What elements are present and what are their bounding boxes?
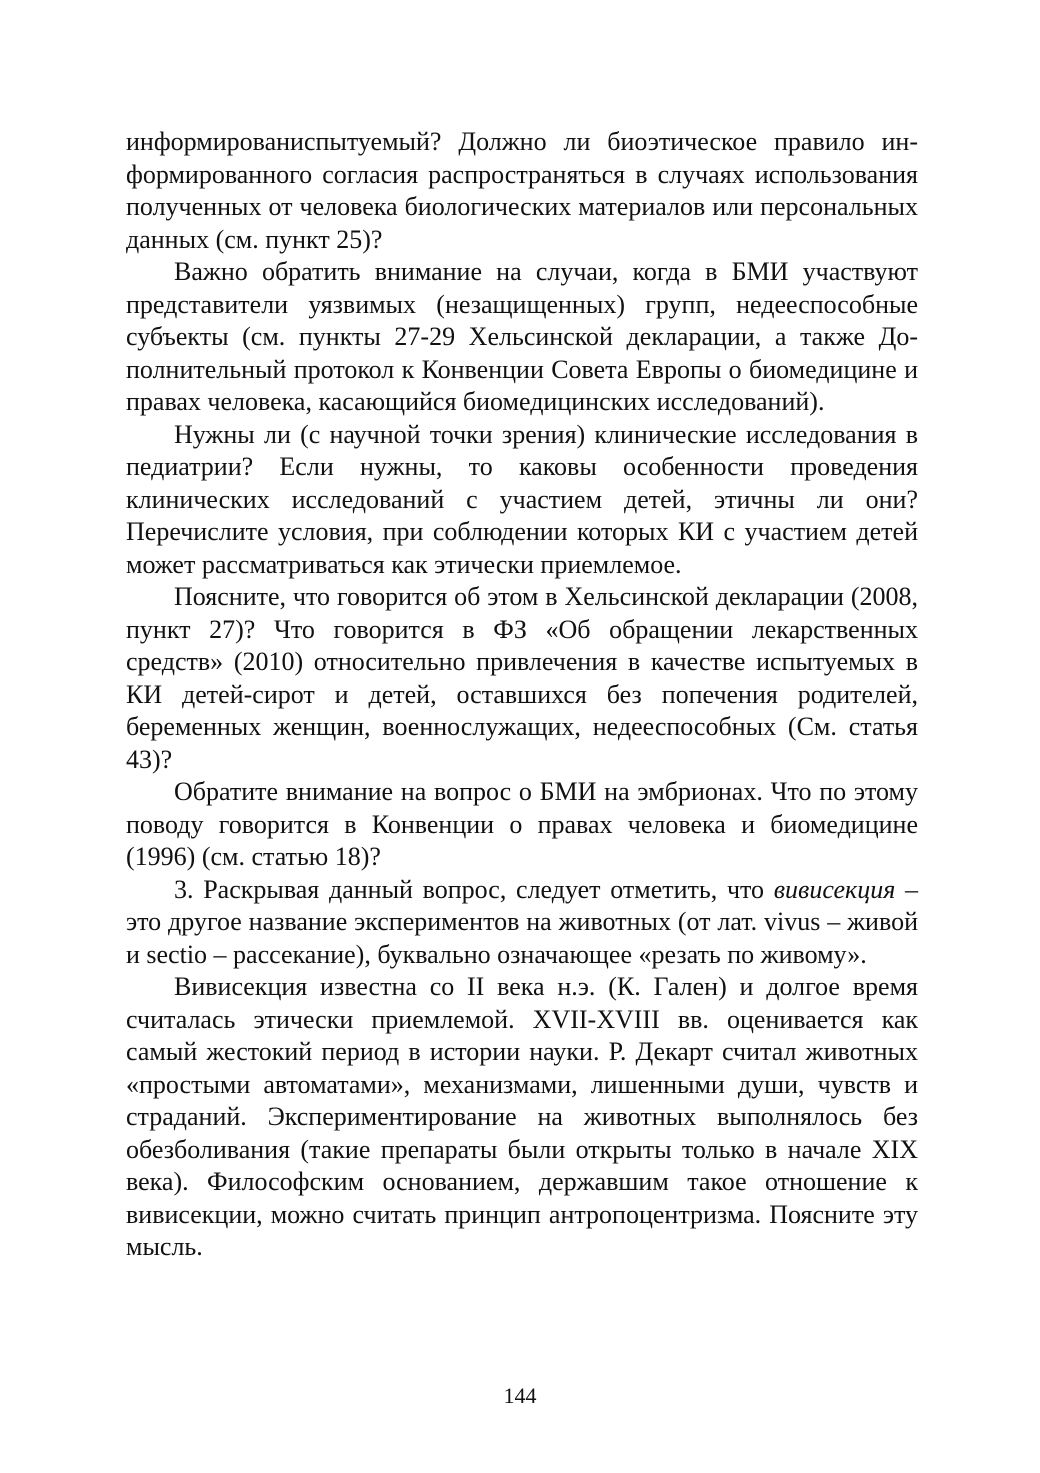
paragraph-informed-consent: информированиспытуемый? Должно ли биоэтическое правило информированного согласия распространяться в случаях использования полученных от человека биологических материалов или персональных данных (см. пункт 25)?	[126, 127, 918, 254]
vivisection-text-after: – это другое название экспериментов на животных (от лат. vivus – живой и sectio – рассекание), буквально означающее «резать по живому».	[126, 874, 919, 969]
paragraph-pediatrics: Нужны ли (с научной точки зрения) клинические исследования в педиатрии? Если нужны, то каковы особенности проведения клинических исследований с участием детей, этичны ли они? Перечислите условия, при соблюдении которых КИ с участием детей может рассматриваться как этически приемлемое.	[126, 419, 918, 579]
page-body	[126, 126, 918, 1264]
page-number: 144	[503, 1383, 537, 1408]
vivisection-term: вивисекция	[773, 874, 896, 904]
paragraph-embryos: Обратите внимание на вопрос о БМИ на эмбрионах. Что по этому поводу говорится в Конвенции о правах человека и биомедицине (1996) (см. статью 18)?	[126, 777, 918, 871]
paragraph-vivisection	[126, 874, 918, 972]
paragraph-vulnerable-groups: Важно обратить внимание на случаи, когда в БМИ участвуют представители уязвимых (незащищенных) групп, недееспособные субъекты (см. пункты 27-29 Хельсинской декларации, а также Дополнительный протокол к Конвенции Совета Европы о биомедицине и правах человека, касающийся биомедицинских исследований).	[126, 257, 918, 416]
paragraph-vivisection-history: Вивисекция известна со II века н.э. (К. Гален) и долгое время считалась этически приемлемой. XVII-XVIII вв. оценивается как самый жестокий период в истории науки. Р. Декарт считал животных «простыми автоматами», механизмами, лишенными души, чувств и страданий. Экспериментирование на животных выполнялось без обезболивания (такие препараты были открыты только в начале XIX века). Философским основанием, державшим такое отношение к вивисекции, можно считать принцип антропоцентризма. Поясните эту мысль.	[126, 972, 918, 1261]
vivisection-text-before: 3. Раскрывая данный вопрос, следует отметить, что	[174, 874, 774, 904]
paragraph-helsinki-law: Поясните, что говорится об этом в Хельсинской декларации (2008, пункт 27)? Что говорится в ФЗ «Об обращении лекарственных средств» (2010) относительно привлечения в качестве испытуемых в КИ детей-сирот и детей, оставшихся без попечения родителей, беременных женщин, военнослужащих, недееспособных (См. статья 43)?	[126, 582, 918, 774]
